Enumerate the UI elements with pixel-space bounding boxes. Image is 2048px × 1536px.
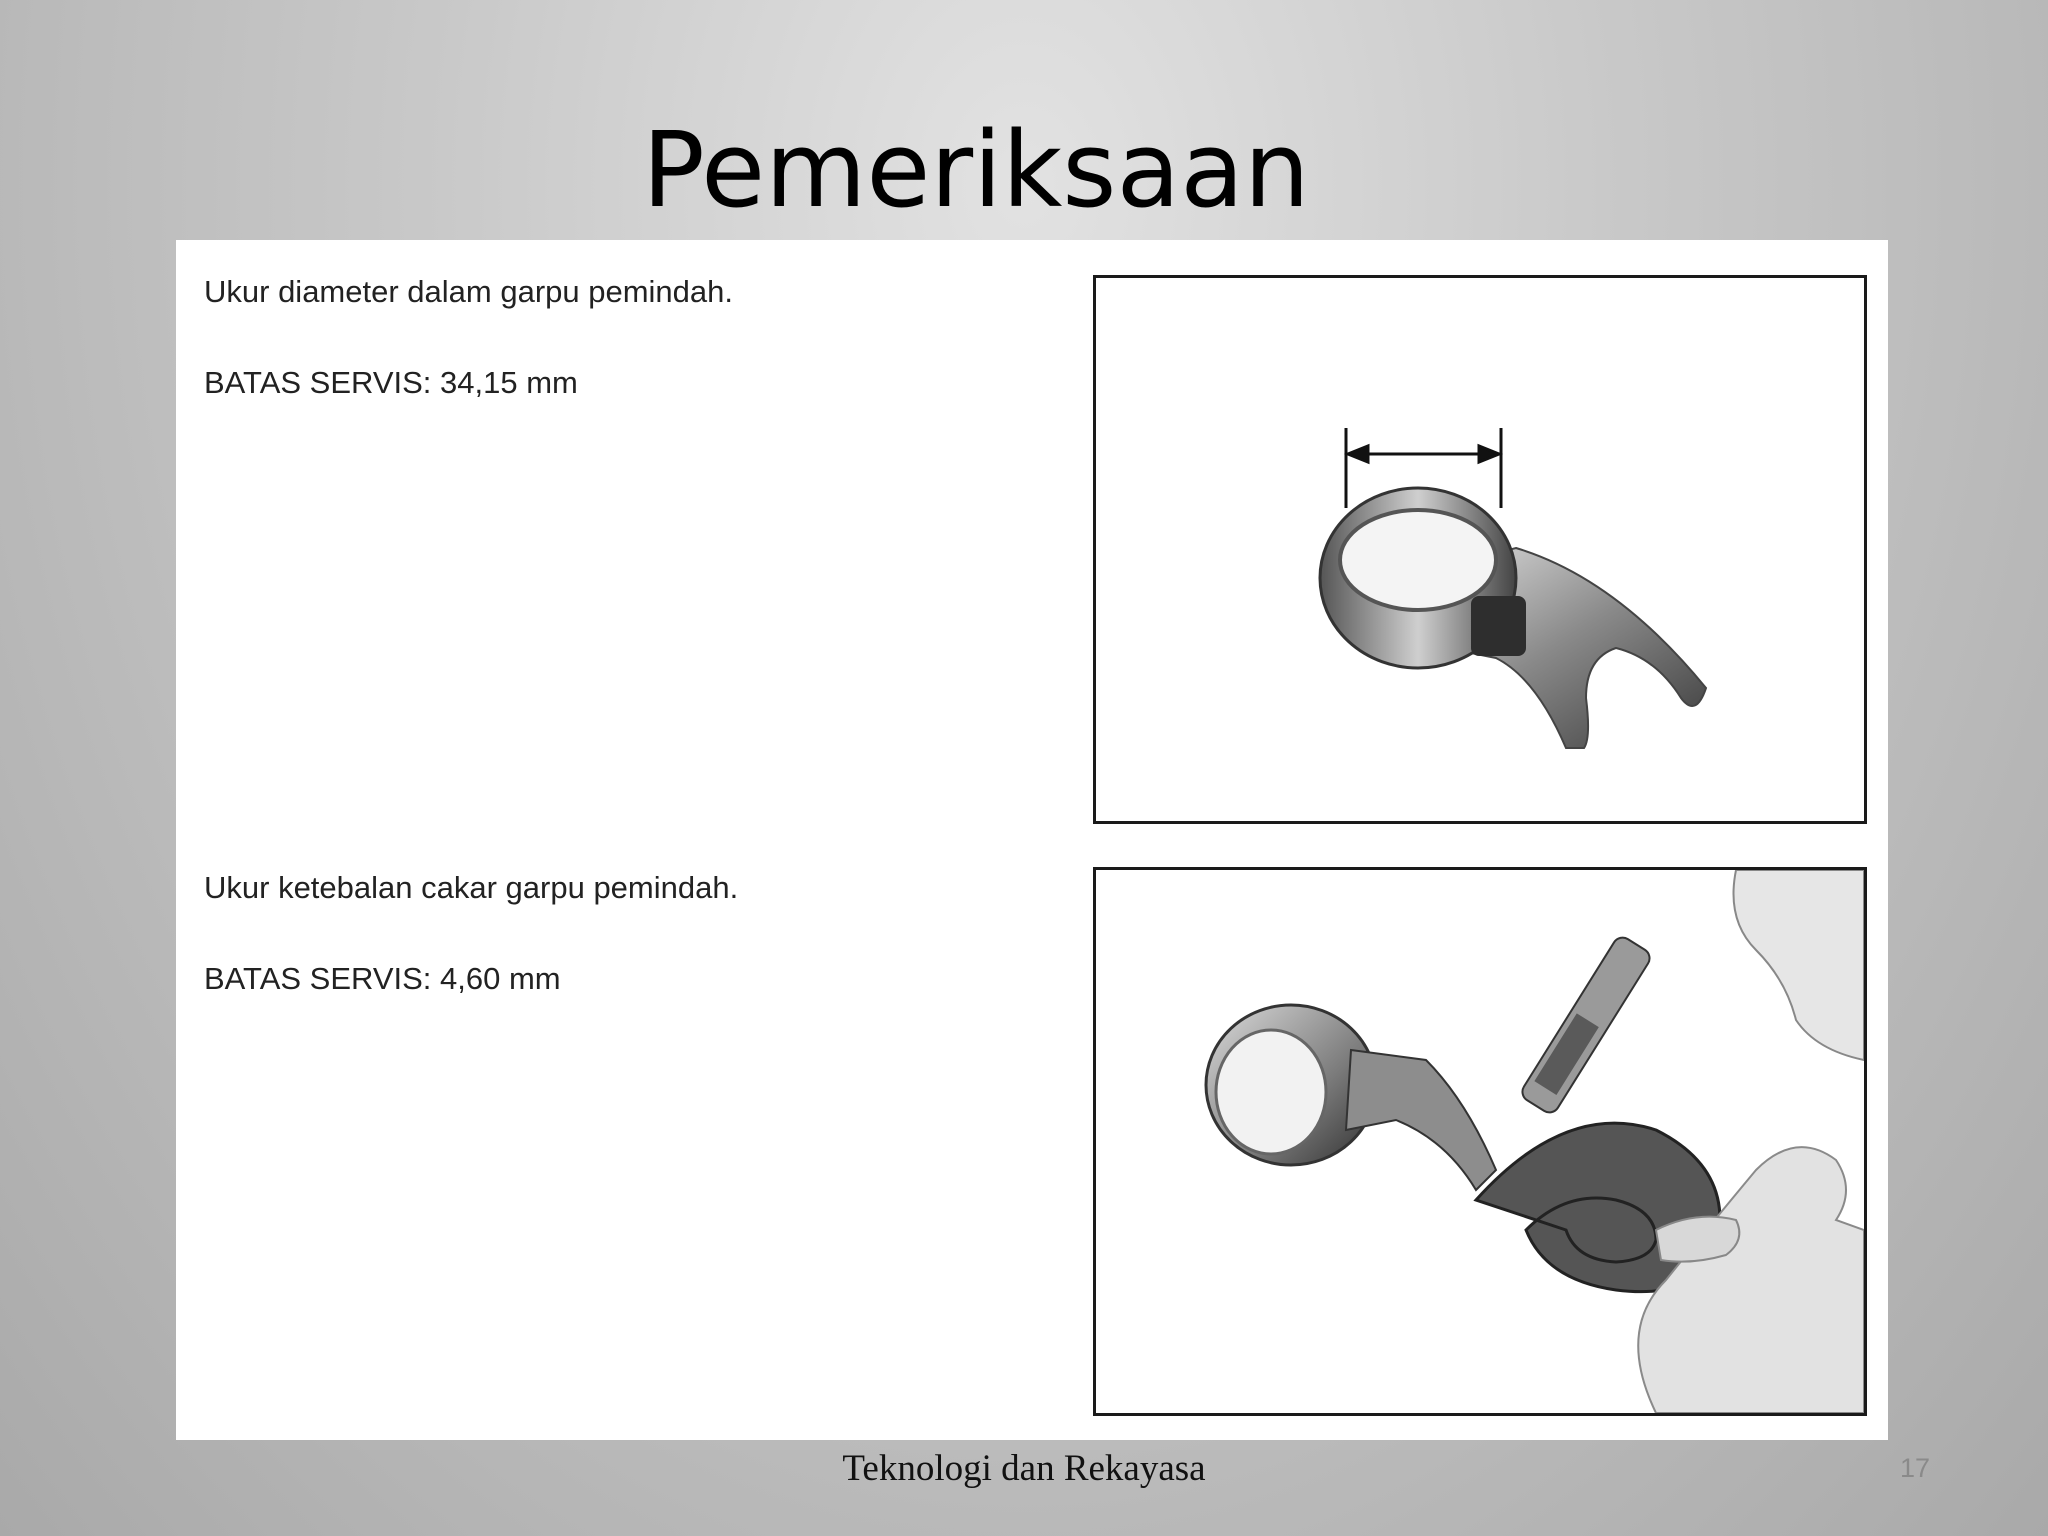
hand-top: [1734, 870, 1865, 1060]
finger: [1656, 1217, 1739, 1262]
content-panel: [176, 240, 1888, 1440]
micrometer-spindle: [1519, 934, 1654, 1116]
inspection-1-text: [204, 274, 733, 401]
slide-title: Pemeriksaan: [642, 109, 1310, 231]
fork-arm: [1346, 1050, 1496, 1190]
inspection-2-limit: BATAS SERVIS: 4,60 mm: [204, 961, 561, 996]
footer-text: Teknologi dan Rekayasa: [842, 1448, 1206, 1489]
inspection-2-figure: [1093, 867, 1867, 1416]
fork-ring-bore: [1216, 1030, 1326, 1154]
inspection-1-figure: [1093, 275, 1867, 824]
inspection-2-text: [204, 870, 738, 997]
shift-fork-diameter-illustration: [1096, 278, 1864, 821]
inspection-1-limit: BATAS SERVIS: 34,15 mm: [204, 365, 578, 400]
fork-boss: [1471, 596, 1526, 656]
ring-bore: [1340, 510, 1496, 610]
page-number: 17: [1899, 1453, 1930, 1483]
inspection-1-instruction: Ukur diameter dalam garpu pemindah.: [204, 274, 733, 309]
micrometer-illustration: [1096, 870, 1864, 1413]
inspection-2-instruction: Ukur ketebalan cakar garpu pemindah.: [204, 870, 739, 905]
